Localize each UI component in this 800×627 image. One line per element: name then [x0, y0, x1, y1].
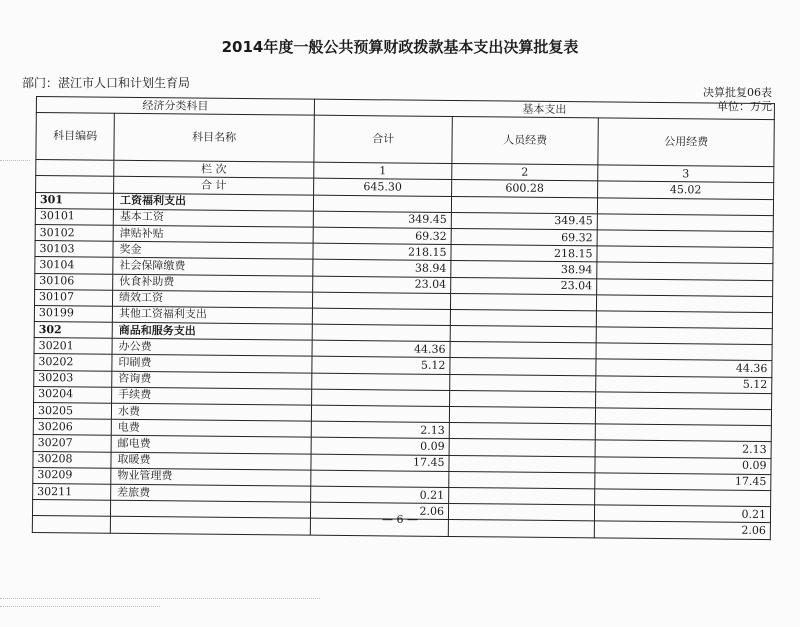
- col-number-2: 2: [452, 164, 598, 182]
- row-code: 30204: [34, 386, 112, 403]
- row-personnel: [450, 293, 596, 311]
- row-personnel: [449, 455, 595, 473]
- header-total: 合计: [314, 115, 452, 163]
- row-personnel: [450, 358, 596, 376]
- row-code: 30101: [35, 208, 113, 225]
- row-total: 17.45: [311, 454, 449, 472]
- row-public: [597, 230, 773, 248]
- header-basic-expense: 基本支出: [314, 99, 774, 120]
- row-public: [595, 424, 771, 442]
- row-name: 津贴补贴: [113, 225, 313, 243]
- row-personnel: [450, 342, 596, 360]
- row-personnel: [449, 423, 595, 441]
- row-name: 取暖费: [111, 452, 311, 470]
- row-name: 基本工资: [113, 209, 313, 227]
- row-code: 302: [34, 322, 112, 339]
- row-personnel: [449, 471, 595, 489]
- row-code: 30205: [33, 402, 111, 419]
- row-total: 0.09: [311, 438, 449, 456]
- row-public: [596, 311, 772, 329]
- row-name: 差旅费: [111, 484, 311, 502]
- row-total: [312, 324, 450, 342]
- row-personnel: 23.04: [451, 277, 597, 295]
- row-name: 绩效工资: [112, 290, 312, 308]
- row-name: 其他工资福利支出: [112, 306, 312, 324]
- row-total: [311, 470, 449, 488]
- row-total: 44.36: [312, 340, 450, 358]
- row-personnel: 69.32: [451, 228, 597, 246]
- row-code: 30102: [35, 224, 113, 241]
- row-personnel: [449, 406, 595, 424]
- row-public: 17.45: [595, 473, 771, 491]
- row-public: [597, 214, 773, 232]
- row-public: 0.21: [594, 505, 770, 523]
- row-public: [596, 327, 772, 345]
- row-name: 咨询费: [112, 371, 312, 389]
- row-code: 30107: [34, 289, 112, 306]
- row-public: 5.12: [596, 376, 772, 394]
- row-code: 30211: [33, 483, 111, 500]
- row-name: 印刷费: [112, 355, 312, 373]
- row-public: [595, 408, 771, 426]
- sum-label-code-cell: [36, 176, 114, 193]
- row-personnel: [450, 374, 596, 392]
- row-code: 30201: [34, 338, 112, 355]
- row-total: 0.21: [311, 486, 449, 504]
- row-name: 奖金: [113, 241, 313, 259]
- row-personnel: [451, 196, 597, 214]
- row-total: 69.32: [313, 227, 451, 245]
- row-total: [312, 308, 450, 326]
- row-code: 30104: [35, 257, 113, 274]
- row-public: 2.13: [595, 440, 771, 458]
- row-public: 0.09: [595, 456, 771, 474]
- row-code: 30206: [33, 419, 111, 436]
- row-code: 30209: [33, 467, 111, 484]
- col-number-1: 1: [314, 162, 452, 180]
- row-total: [312, 292, 450, 310]
- row-public: 2.06: [594, 521, 770, 539]
- row-public: 44.36: [596, 359, 772, 377]
- row-name: 社会保障缴费: [113, 258, 313, 276]
- row-name: 水费: [111, 403, 311, 421]
- row-public: [596, 343, 772, 361]
- row-personnel: [450, 309, 596, 327]
- sum-total: 645.30: [314, 179, 452, 197]
- row-total: [312, 373, 450, 391]
- sum-public: 45.02: [598, 181, 774, 199]
- row-personnel: 218.15: [451, 245, 597, 263]
- header-personnel: 人员经费: [452, 117, 598, 165]
- row-name: 办公费: [112, 338, 312, 356]
- unit-label: 单位：万元: [717, 100, 772, 113]
- row-code: 30199: [34, 305, 112, 322]
- form-id: 决算批复06表: [703, 86, 772, 99]
- header-public: 公用经费: [598, 118, 774, 167]
- row-total: [313, 195, 451, 213]
- row-public: [596, 392, 772, 410]
- row-total: 2.13: [311, 421, 449, 439]
- sum-label: 合 计: [114, 177, 314, 195]
- row-total: 2.06: [310, 502, 448, 520]
- row-public: [597, 278, 773, 296]
- row-code: 30106: [35, 273, 113, 290]
- department-label: 部门：湛江市人口和计划生育局: [22, 76, 191, 90]
- row-total: 38.94: [313, 259, 451, 277]
- row-code: 30203: [34, 370, 112, 387]
- header-code: 科目编码: [36, 113, 114, 161]
- row-personnel: [450, 326, 596, 344]
- row-name: 邮电费: [111, 436, 311, 454]
- row-name: 伙食补助费: [113, 274, 313, 292]
- row-name: 工资福利支出: [113, 193, 313, 211]
- row-public: [597, 262, 773, 280]
- row-total: 218.15: [313, 243, 451, 261]
- row-personnel: 38.94: [451, 261, 597, 279]
- row-code: 30202: [34, 354, 112, 371]
- page-title: 2014年度一般公共预算财政拨款基本支出决算批复表: [221, 38, 579, 56]
- row-code: 30208: [33, 451, 111, 468]
- row-total: [312, 389, 450, 407]
- row-public: [596, 295, 772, 313]
- row-total: [311, 405, 449, 423]
- row-code: 301: [35, 192, 113, 209]
- approval-table-wrapper: [32, 96, 774, 540]
- row-total: 23.04: [313, 276, 451, 294]
- row-public: [595, 489, 771, 507]
- row-total: 349.45: [313, 211, 451, 229]
- row-public: [597, 197, 773, 215]
- row-name: 物业管理费: [111, 468, 311, 486]
- header-econ-class: 经济分类科目: [36, 97, 314, 116]
- approval-table: [32, 96, 775, 540]
- sum-personnel: 600.28: [452, 180, 598, 198]
- row-name: 手续费: [112, 387, 312, 405]
- row-public: [597, 246, 773, 264]
- header-name: 科目名称: [114, 113, 314, 162]
- row-code: 30207: [33, 435, 111, 452]
- row-name: 商品和服务支出: [112, 322, 312, 340]
- row-name: 电费: [111, 419, 311, 437]
- row-personnel: [449, 439, 595, 457]
- row-personnel: [449, 487, 595, 505]
- col-number-3: 3: [598, 165, 774, 183]
- page-number: — 6 —: [382, 513, 418, 526]
- row-personnel: [450, 390, 596, 408]
- row-total: 5.12: [312, 357, 450, 375]
- row-code: 30103: [35, 241, 113, 258]
- column-label: 栏 次: [114, 160, 314, 178]
- row-personnel: 349.45: [451, 212, 597, 230]
- column-label-code-cell: [36, 160, 114, 177]
